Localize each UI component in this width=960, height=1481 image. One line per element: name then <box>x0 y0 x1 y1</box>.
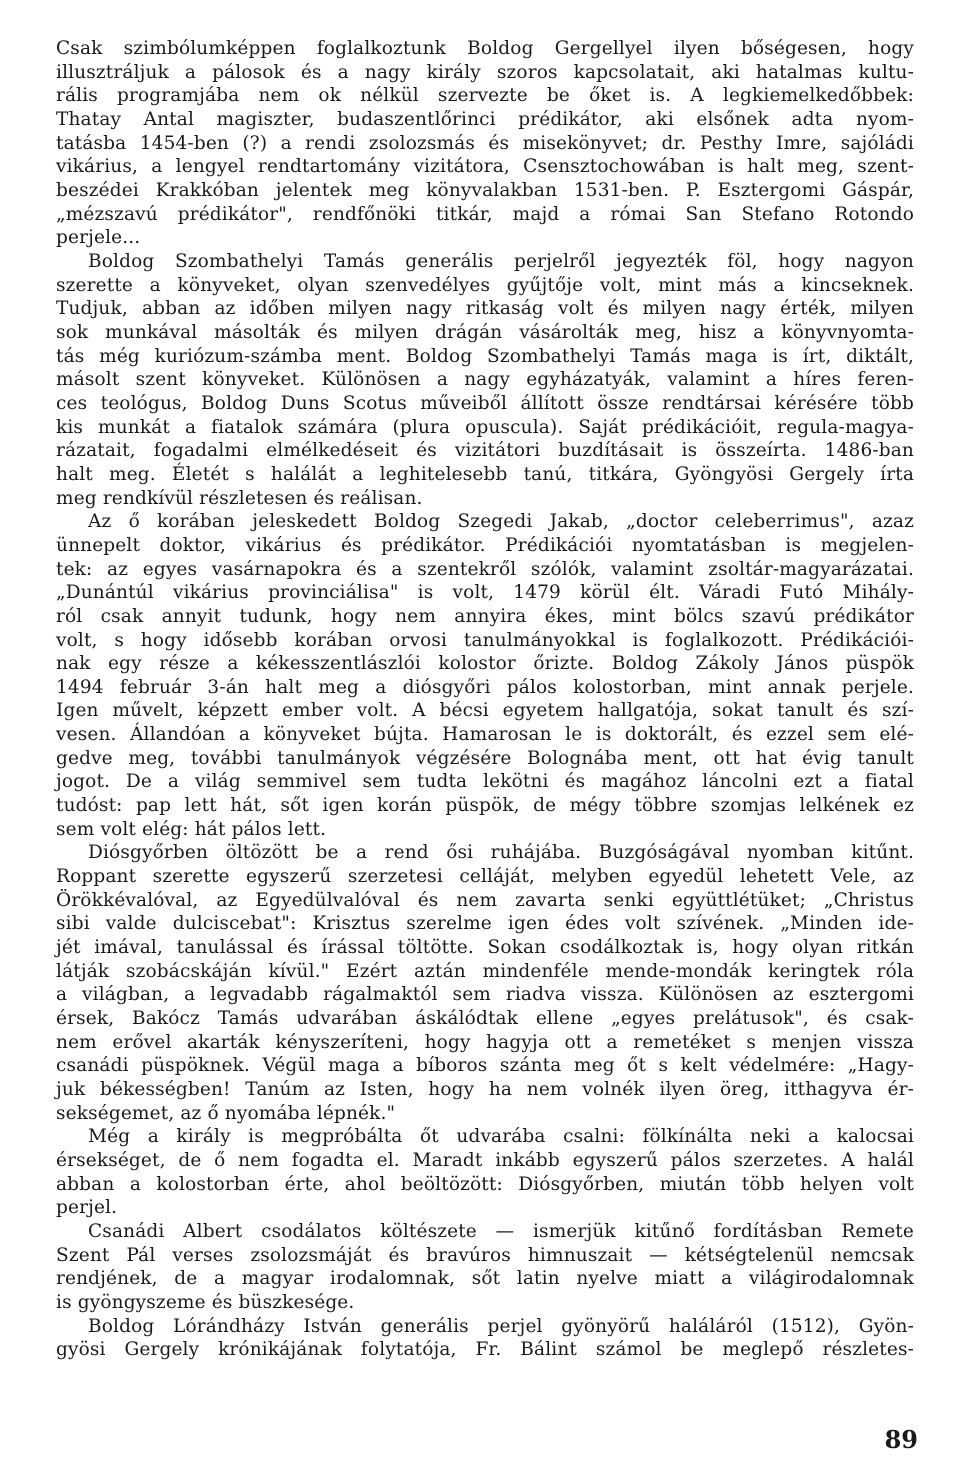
text-line: szerette a könyveket, olyan szenvedélyes gyűjtője volt, mint más a kincseknek. <box>56 274 914 296</box>
text-line: gedve meg, további tanulmányok végzésére Bolognába ment, ott hat évig tanult <box>56 747 914 769</box>
text-line: tudóst: pap lett hát, sőt igen korán püspök, de mégy többre szomjas lelkének ez <box>56 795 914 817</box>
text-line: volt, s hogy idősebb korában orvosi tanulmányokkal is foglalkozott. Prédikációi- <box>56 629 914 651</box>
text-line: perjel. <box>56 1197 118 1219</box>
text-line: tás még kuriózum-számba ment. Boldog Szombathelyi Tamás maga is írt, diktált, <box>56 345 914 367</box>
text-line: Örökkévalóval, az Egyedülvalóval és nem zavarta senki együttlétüket; „Christus <box>56 889 914 911</box>
text-line: sekségemet, az ő nyomába lépnék." <box>56 1102 396 1124</box>
text-line: „Dunántúl vikárius provinciálisa" is volt, 1479 körül élt. Váradi Futó Mihály- <box>56 582 914 604</box>
text-line: gyösi Gergely krónikájának folytatója, Fr. Bálint számol be meglepő részletes- <box>56 1339 914 1361</box>
text-line: ünnepelt doktor, vikárius és prédikátor. Prédikációi nyomtatásban is megjelen- <box>56 534 914 556</box>
text-line: ces teológus, Boldog Duns Scotus műveiből állított össze rendtársai kérésére több <box>56 392 914 414</box>
text-line: Boldog Lórándházy István generális perjel gyönyörű haláláról (1512), Gyön- <box>88 1315 914 1337</box>
text-line: érsek, Bakócz Tamás udvarában áskálódtak ellene „egyes prelátusok", és csak- <box>56 1008 914 1030</box>
text-line: a világban, a legvadabb rágalmaktól sem riadva vissza. Különösen az esztergomi <box>56 984 914 1006</box>
text-line: rázatait, fogadalmi elmélkedéseit és vizitátori buzdításait is összeírta. 1486-ban <box>56 440 914 462</box>
text-line: is gyöngyszeme és büszkesége. <box>56 1291 355 1313</box>
text-line: jét imával, tanulással és írással töltötte. Sokan csodálkoztak is, hogy olyan ritkán <box>56 937 914 959</box>
text-line: meg rendkívül részletesen és reálisan. <box>56 487 423 509</box>
text-line: perjele... <box>56 227 141 249</box>
text-line: tatásba 1454-ben (?) a rendi zsolozsmás és misekönyvet; dr. Pesthy Imre, sajóládi <box>56 132 914 154</box>
text-line: jogot. De a világ semmivel sem tudta lekötni és magához láncolni ezt a fiatal <box>56 771 914 793</box>
text-line: ról csak annyit tudunk, hogy nem annyira ékes, mint bölcs szavú prédikátor <box>56 605 914 627</box>
text-line: juk békességben! Tanúm az Isten, hogy ha nem volnék ilyen öreg, itthagyva ér- <box>56 1079 914 1101</box>
text-line: másolt szent könyveket. Különösen a nagy egyházatyák, valamint a híres feren- <box>56 369 914 391</box>
text-line: rendjének, de a magyar irodalomnak, sőt latin nyelve miatt a világirodalomnak <box>56 1268 914 1290</box>
text-line: halt meg. Életét s halálát a leghitelesebb tanú, titkára, Gyöngyösi Gergely írta <box>56 463 914 485</box>
text-line: látják szobácskáján kívül." Ezért aztán mindenféle mende-mondák keringtek róla <box>56 960 914 982</box>
text-line: Még a király is megpróbálta őt udvarába csalni: fölkínálta neki a kalocsai <box>88 1126 914 1148</box>
text-line: Tudjuk, abban az időben milyen nagy ritkaság volt és milyen nagy érték, milyen <box>56 298 914 320</box>
text-line: érsekséget, de ő nem fogadta el. Maradt inkább egyszerű pálos szerzetes. A halál <box>56 1150 914 1172</box>
text-line: nak egy része a kékesszentlászlói kolostor őrizte. Boldog Zákoly János püspök <box>56 653 914 675</box>
text-line: tek: az egyes vasárnapokra és a szentekről szólók, valamint zsoltár-magyarázatai. <box>56 558 914 580</box>
text-line: Diósgyőrben öltözött be a rend ősi ruhájába. Buzgóságával nyomban kitűnt. <box>88 842 914 864</box>
text-line: Boldog Szombathelyi Tamás generális perjelről jegyezték föl, hogy nagyon <box>88 250 914 272</box>
text-line: „mézszavú prédikátor", rendfőnöki titkár, majd a római San Stefano Rotondo <box>56 203 914 225</box>
text-line: sok munkával másolták és milyen drágán vásárolták meg, hisz a könyvnyomta- <box>56 321 914 343</box>
text-line: Csak szimbólumképpen foglalkoztunk Boldog Gergellyel ilyen bőségesen, hogy <box>56 38 914 59</box>
text-line: Thatay Antal magiszter, budaszentlőrinci prédikátor, aki elsőnek adta nyom- <box>56 108 914 130</box>
text-line: vesen. Állandóan a könyveket bújta. Hamarosan le is doktorált, és ezzel sem elé- <box>56 724 914 746</box>
page-number: 89 <box>884 1425 918 1454</box>
text-line: nem erővel akarták kényszeríteni, hogy hagyja ott a remetéket s menjen vissza <box>56 1031 914 1053</box>
text-line: kis munkát a fiatalok számára (plura opuscula). Saját prédikációit, regula-magya- <box>56 416 914 438</box>
text-line: Szent Pál verses zsolozsmáját és bravúros himnuszait — kétségtelenül nemcsak <box>56 1244 914 1266</box>
text-line: abban a kolostorban érte, ahol beöltözött: Diósgyőrben, miután több helyen volt <box>56 1173 914 1195</box>
text-line: Az ő korában jeleskedett Boldog Szegedi Jakab, „doctor celeberrimus", azaz <box>88 511 914 533</box>
text-line: vikárius, a lengyel rendtartomány vizitátora, Csensztochowában is halt meg, szent- <box>56 156 914 178</box>
text-line: 1494 február 3-án halt meg a diósgyőri pálos kolostorban, mint annak perjele. <box>56 676 914 698</box>
text-line: sibi valde dulciscebat": Krisztus szerelme igen édes volt szívének. „Minden ide- <box>56 913 914 935</box>
text-line: csanádi püspöknek. Végül maga a bíboros szánta meg őt s kelt védelmére: „Hagy- <box>56 1055 914 1077</box>
text-line: Roppant szerette egyszerű szerzetesi celláját, melyben egyedül lehetett Vele, az <box>56 866 914 888</box>
text-line: rális programjába nem ok nélkül szervezte be őket is. A legkiemelkedőbbek: <box>56 85 914 107</box>
text-line: beszédei Krakkóban jelentek meg könyvalakban 1531-ben. P. Esztergomi Gáspár, <box>56 179 914 201</box>
text-line: sem volt elég: hát pálos lett. <box>56 818 327 840</box>
text-line: illusztráljuk a pálosok és a nagy király szoros kapcsolatait, aki hatalmas kultu- <box>56 61 914 83</box>
text-line: Igen művelt, képzett ember volt. A bécsi egyetem hallgatója, sokat tanult és szí- <box>56 700 914 722</box>
text-line: Csanádi Albert csodálatos költészete — ismerjük kitűnő fordításban Remete <box>88 1221 914 1242</box>
